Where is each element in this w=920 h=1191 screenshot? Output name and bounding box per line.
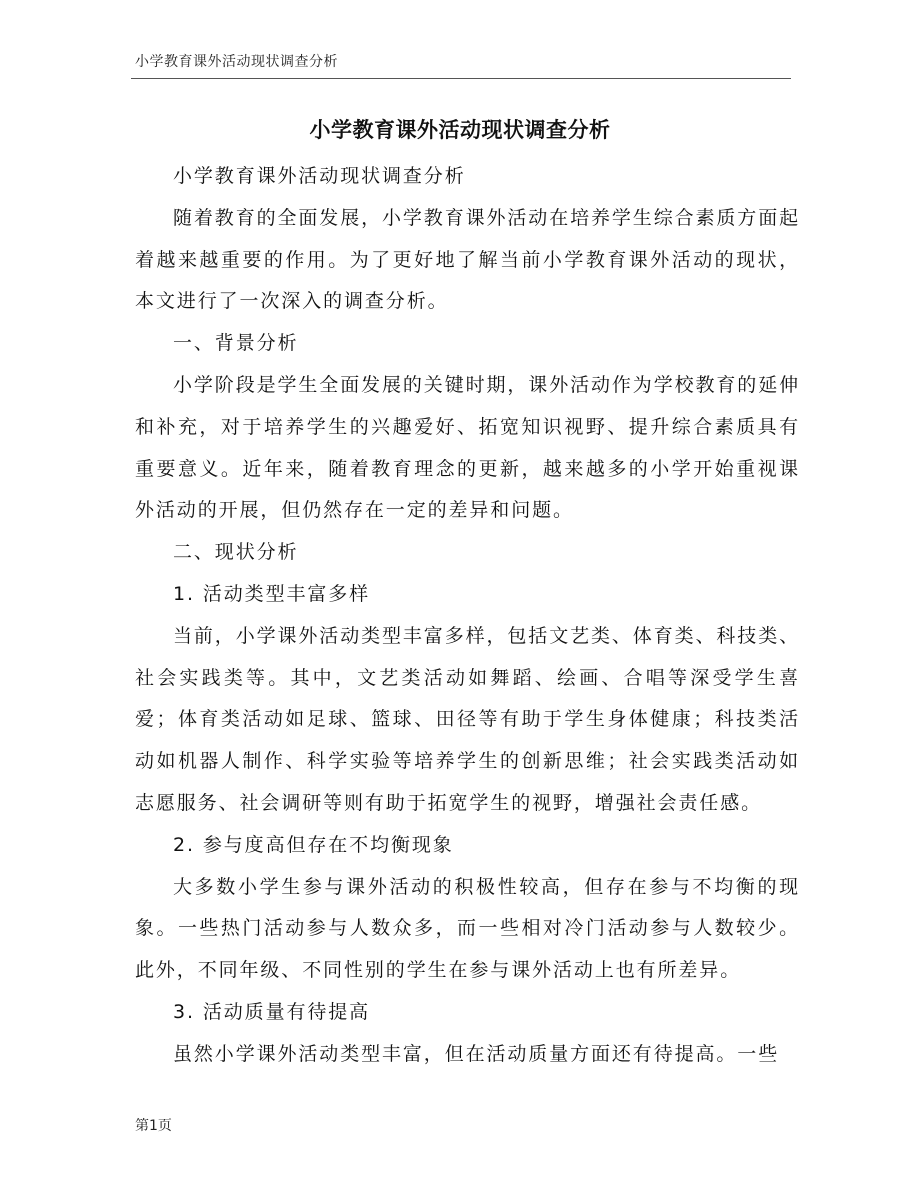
subheading-activity-types: 1. 活动类型丰富多样 [173, 582, 371, 605]
paragraph-intro: 随着教育的全面发展，小学教育课外活动在培养学生综合素质方面起着越来越重要的作用。为了更好地了解当前小学教育课外活动的现状，本文进行了一次深入的调查分析。 [135, 206, 801, 313]
running-header: 小学教育课外活动现状调查分析 [135, 54, 338, 70]
subheading-participation: 2. 参与度高但存在不均衡现象 [173, 833, 454, 856]
paragraph-quality: 虽然小学课外活动类型丰富，但在活动质量方面还有待提高。一些 [173, 1042, 780, 1065]
section-heading-status: 二、现状分析 [173, 541, 299, 564]
paragraph-background: 小学阶段是学生全面发展的关键时期，课外活动作为学校教育的延伸和补充，对于培养学生的兴趣爱好、拓宽知识视野、提升综合素质具有重要意义。近年来，随着教育理念的更新，越来越多的小学开始重视课外活动的开展，但仍然存在一定的差异和问题。 [135, 373, 801, 522]
paragraph-subtitle: 小学教育课外活动现状调查分析 [173, 165, 466, 187]
document-body [135, 156, 800, 1076]
header-divider [131, 78, 791, 79]
subheading-quality: 3. 活动质量有待提高 [173, 1000, 371, 1023]
section-heading-background: 一、背景分析 [173, 332, 299, 355]
paragraph-activity-types: 当前，小学课外活动类型丰富多样，包括文艺类、体育类、科技类、社会实践类等。其中，文艺类活动如舞蹈、绘画、合唱等深受学生喜爱；体育类活动如足球、篮球、田径等有助于学生身体健康；科技类活动如机器人制作、科学实验等培养学生的创新思维；社会实践类活动如志愿服务、社会调研等则有助于拓宽学生的视野，增强社会责任感。 [135, 624, 801, 814]
page-number: 第1页 [135, 1118, 172, 1134]
paragraph-participation: 大多数小学生参与课外活动的积极性较高，但存在参与不均衡的现象。一些热门活动参与人数众多，而一些相对冷门活动参与人数较少。此外，不同年级、不同性别的学生在参与课外活动上也有所差异。 [135, 875, 800, 982]
document-title: 小学教育课外活动现状调查分析 [309, 118, 611, 142]
